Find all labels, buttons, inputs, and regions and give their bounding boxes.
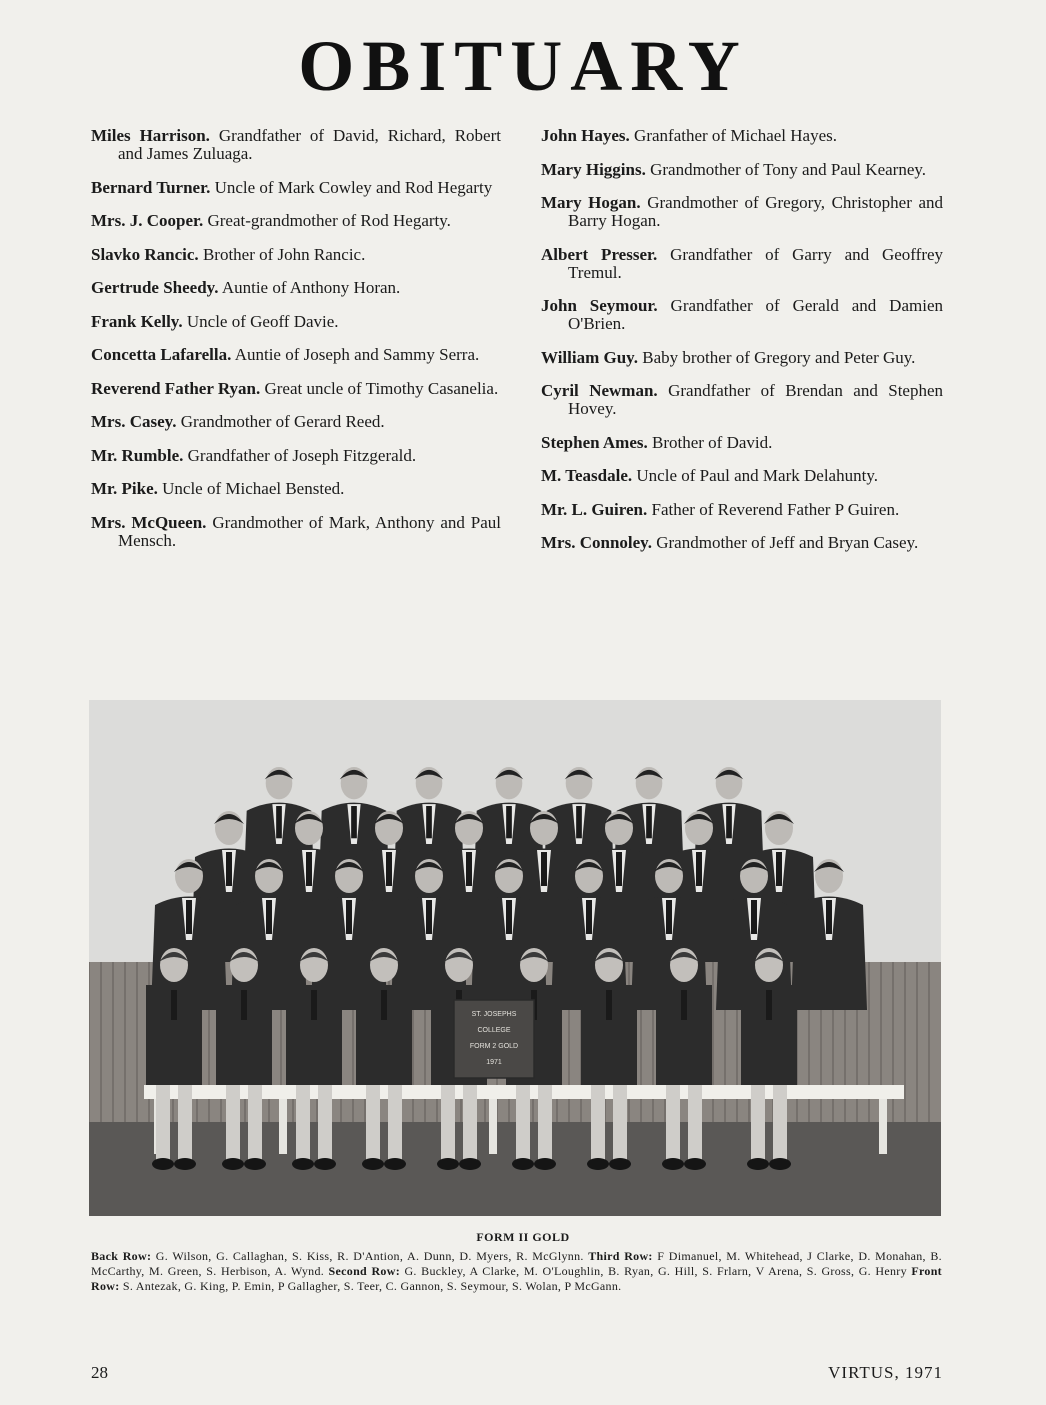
student-leg — [666, 1085, 680, 1160]
student-tie — [666, 900, 672, 934]
student-leg — [296, 1085, 310, 1160]
class-sign-text: COLLEGE — [477, 1027, 511, 1034]
obituary-name: William Guy. — [541, 347, 638, 367]
student-shoe — [662, 1158, 684, 1170]
obituary-name: Mrs. Connoley. — [541, 533, 652, 552]
obituary-name: John Seymour. — [541, 296, 658, 315]
class-photo — [89, 700, 941, 1216]
obituary-entry — [541, 349, 943, 367]
student-leg — [751, 1085, 765, 1160]
obituary-entry — [541, 501, 943, 519]
obituary-entry — [541, 297, 943, 333]
obituary-name: Reverend Father Ryan. — [91, 378, 261, 398]
student-tie — [426, 900, 432, 934]
student-leg — [156, 1085, 170, 1160]
student-leg — [366, 1085, 380, 1160]
student-leg — [441, 1085, 455, 1160]
student-leg — [516, 1085, 530, 1160]
caption-row-label: Front Row: — [91, 1264, 942, 1293]
obituary-name: Stephen Ames. — [541, 432, 648, 452]
obituary-relation: Baby brother of Gregory and Peter Guy. — [642, 347, 916, 367]
student-shoe — [437, 1158, 459, 1170]
caption-row-names: S. Antezak, G. King, P. Emin, P Gallagher, S. Teer, C. Gannon, S. Seymour, S. Wolan, P McGann. — [122, 1279, 622, 1293]
obituary-entry — [91, 279, 501, 297]
obituary-name: Frank Kelly. — [91, 311, 183, 331]
obituary-column-right — [541, 127, 943, 568]
student-tie — [826, 900, 832, 934]
obituary-entry — [541, 382, 943, 418]
student-leg — [318, 1085, 332, 1160]
student-shoe — [292, 1158, 314, 1170]
caption-row-names: G. Buckley, A Clarke, M. O'Loughlin, B. Ryan, G. Hill, S. Frlarn, V Arena, S. Gross, G. Henry — [404, 1264, 907, 1278]
student-shoe — [769, 1158, 791, 1170]
student-leg — [613, 1085, 627, 1160]
student-tie — [751, 900, 757, 934]
student-tie — [506, 900, 512, 934]
bench-leg — [879, 1099, 887, 1154]
obituary-name: M. Teasdale. — [541, 466, 633, 485]
student-tie — [606, 990, 612, 1020]
student-shoe — [534, 1158, 556, 1170]
obituary-name: Mr. L. Guiren. — [541, 499, 648, 519]
student-shoe — [314, 1158, 336, 1170]
photo-caption-title: FORM II GOLD — [476, 1230, 570, 1244]
student-leg — [388, 1085, 402, 1160]
student-shoe — [152, 1158, 174, 1170]
student-shoe — [684, 1158, 706, 1170]
obituary-relation: Uncle of Michael Bensted. — [162, 479, 345, 498]
student-leg — [178, 1085, 192, 1160]
student-shoe — [174, 1158, 196, 1170]
student-tie — [616, 852, 622, 886]
student-tie — [466, 852, 472, 886]
obituary-name: Mrs. McQueen. — [91, 512, 207, 532]
student-shoe — [587, 1158, 609, 1170]
student-tie — [696, 852, 702, 886]
student-tie — [311, 990, 317, 1020]
obituary-relation: Brother of John Rancic. — [202, 244, 366, 264]
bench-leg — [279, 1099, 287, 1154]
obituary-name: Mr. Rumble. — [91, 445, 184, 465]
student-shoe — [609, 1158, 631, 1170]
caption-row-names: G. Wilson, G. Callaghan, S. Kiss, R. D'Antion, A. Dunn, D. Myers, R. McGlynn. — [155, 1249, 584, 1263]
student-tie — [726, 806, 732, 838]
caption-row-label: Third Row: — [588, 1249, 653, 1263]
student-tie — [426, 806, 432, 838]
page-number: 28 — [91, 1363, 108, 1382]
obituary-relation: Grandmother of Gregory, Christopher and Barry Hogan. — [568, 193, 943, 230]
obituary-entry — [541, 246, 943, 282]
student-tie — [306, 852, 312, 886]
obituary-relation: Uncle of Geoff Davie. — [186, 311, 339, 331]
obituary-name: Mary Hogan. — [541, 193, 641, 212]
obituary-relation: Grandfather of David, Richard, Robert and James Zuluaga. — [118, 126, 501, 163]
student-tie — [776, 852, 782, 886]
obituary-relation: Uncle of Paul and Mark Delahunty. — [636, 466, 878, 485]
class-sign-text: FORM 2 GOLD — [469, 1043, 519, 1050]
student-leg — [591, 1085, 605, 1160]
obituary-relation: Grandmother of Tony and Paul Kearney. — [650, 159, 927, 179]
obituary-entry — [541, 434, 943, 452]
student-tie — [346, 900, 352, 934]
obituary-relation: Grandfather of Garry and Geoffrey Tremul. — [568, 244, 944, 282]
student-tie — [386, 852, 392, 886]
obituary-entry — [91, 346, 501, 364]
student-tie — [506, 806, 512, 838]
class-photo-image — [89, 700, 941, 1216]
caption-row-label: Back Row: — [91, 1249, 152, 1263]
student-tie — [171, 990, 177, 1020]
obituary-relation: Grandmother of Jeff and Bryan Casey. — [656, 533, 919, 552]
student-shoe — [222, 1158, 244, 1170]
obituary-name: Bernard Turner. — [91, 177, 211, 197]
student-tie — [381, 990, 387, 1020]
student-tie — [351, 806, 357, 838]
obituary-entry — [91, 313, 501, 331]
student-tie — [646, 806, 652, 838]
class-sign-text: 1971 — [486, 1059, 502, 1066]
obituary-entry — [91, 127, 501, 163]
student-tie — [226, 852, 232, 886]
student-shoe — [244, 1158, 266, 1170]
student-shoe — [362, 1158, 384, 1170]
obituary-name: John Hayes. — [541, 126, 630, 145]
obituary-relation: Great uncle of Timothy Casanelia. — [264, 378, 499, 398]
student-tie — [186, 900, 192, 934]
student-leg — [538, 1085, 552, 1160]
obituary-relation: Auntie of Anthony Horan. — [221, 278, 401, 297]
obituary-entry — [91, 380, 501, 398]
obituary-relation: Great-grandmother of Rod Hegarty. — [207, 211, 451, 230]
obituary-name: Slavko Rancic. — [91, 244, 199, 264]
obituary-relation: Grandfather of Gerald and Damien O'Brien. — [568, 296, 943, 333]
photo-caption — [91, 1249, 942, 1294]
caption-row-names: F Dimanuel, M. Whitehead, J Clarke, D. Monahan, B. McCarthy, M. Green, S. Herbison, A. Wynd. — [91, 1249, 942, 1278]
student-leg — [463, 1085, 477, 1160]
page-title: OBITUARY — [298, 26, 748, 106]
caption-row-label: Second Row: — [328, 1264, 400, 1278]
obituary-relation: Brother of David. — [651, 432, 773, 452]
student-tie — [266, 900, 272, 934]
obituary-name: Mrs. J. Cooper. — [91, 211, 204, 230]
obituary-entry — [541, 467, 943, 485]
student-tie — [276, 806, 282, 838]
student-tie — [576, 806, 582, 838]
student-shoe — [459, 1158, 481, 1170]
student-leg — [688, 1085, 702, 1160]
obituary-entry — [91, 246, 501, 264]
obituary-name: Miles Harrison. — [91, 126, 210, 145]
student-tie — [586, 900, 592, 934]
student-leg — [226, 1085, 240, 1160]
obituary-name: Concetta Lafarella. — [91, 345, 232, 364]
obituary-entry — [541, 127, 943, 145]
obituary-entry — [541, 534, 943, 552]
obituary-relation: Father of Reverend Father P Guiren. — [651, 499, 900, 519]
student-shoe — [512, 1158, 534, 1170]
obituary-entry — [541, 194, 943, 230]
obituary-entry — [91, 179, 501, 197]
obituary-name: Mary Higgins. — [541, 159, 646, 179]
obituary-name: Albert Presser. — [541, 244, 658, 264]
obituary-relation: Grandfather of Joseph Fitzgerald. — [187, 445, 417, 465]
photo-floor — [89, 1122, 941, 1216]
student-tie — [681, 990, 687, 1020]
obituary-entry — [91, 480, 501, 498]
obituary-relation: Grandfather of Brendan and Stephen Hovey. — [568, 381, 944, 418]
student-tie — [766, 990, 772, 1020]
student-leg — [248, 1085, 262, 1160]
class-sign-text: ST. JOSEPHS — [471, 1011, 517, 1018]
obituary-name: Mr. Pike. — [91, 479, 158, 498]
obituary-relation: Uncle of Mark Cowley and Rod Hegarty — [214, 177, 493, 197]
obituary-relation: Granfather of Michael Hayes. — [634, 126, 838, 145]
obituary-name: Mrs. Casey. — [91, 412, 177, 431]
obituary-entry — [541, 161, 943, 179]
obituary-relation: Grandmother of Mark, Anthony and Paul Mensch. — [118, 512, 502, 550]
student-tie — [241, 990, 247, 1020]
obituary-entry — [91, 447, 501, 465]
student-leg — [773, 1085, 787, 1160]
student-shoe — [747, 1158, 769, 1170]
obituary-name: Gertrude Sheedy. — [91, 278, 219, 297]
publication-footer: VIRTUS, 1971 — [828, 1363, 943, 1382]
obituary-column-left — [91, 127, 501, 565]
obituary-entry — [91, 413, 501, 431]
obituary-name: Cyril Newman. — [541, 381, 658, 400]
obituary-entry — [91, 212, 501, 230]
obituary-entry — [91, 514, 501, 550]
bench-leg — [489, 1099, 497, 1154]
obituary-relation: Grandmother of Gerard Reed. — [180, 412, 385, 431]
student-tie — [541, 852, 547, 886]
student-shoe — [384, 1158, 406, 1170]
obituary-relation: Auntie of Joseph and Sammy Serra. — [234, 345, 480, 364]
